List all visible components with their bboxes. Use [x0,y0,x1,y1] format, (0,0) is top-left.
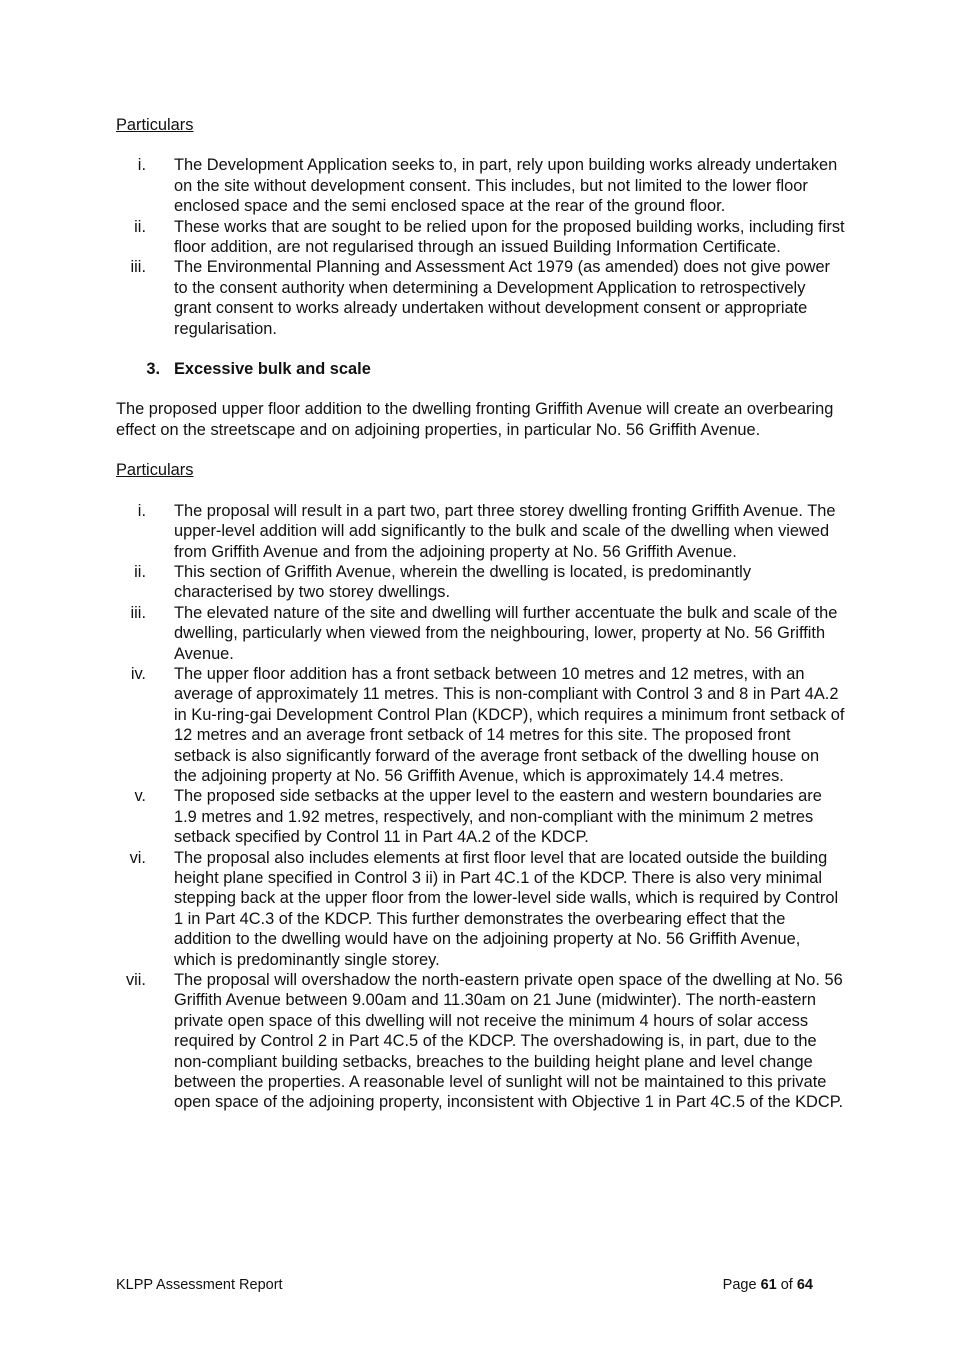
list-item-text: The elevated nature of the site and dwelling will further accentuate the bulk and scale of the dwelling, particularly when viewed from the neighbouring, lower, property at No. 56 Griffith Avenue. [174,603,838,663]
particulars-list-b [116,501,846,1113]
section-title: Excessive bulk and scale [174,360,371,379]
list-item-text: This section of Griffith Avenue, wherein the dwelling is located, is predominantly characterised by two storey dwellings. [174,562,752,602]
list-item [116,257,846,339]
list-item-number: i. [137,501,146,520]
list-item-text: These works that are sought to be relied upon for the proposed building works, including first floor addition, are not regularised through an issued Building Information Certificate. [174,217,845,257]
list-item-text: The upper floor addition has a front setback between 10 metres and 12 metres, with an average of approximately 11 metres. This is non-compliant with Control 3 and 8 in Part 4A.2 in Ku-ring-gai Development Control Plan (KDCP), which requires a minimum front setback of 12 metres and an average front setback of 14 metres for this site. The proposed front setback is also significantly forward of the average front setback of the dwelling house on the adjoining property at No. 56 Griffith Avenue, which is approximately 14.4 metres. [174,664,845,785]
list-item-text: The proposal also includes elements at first floor level that are located outside the building height plane specified in Control 3 ii) in Part 4C.1 of the KDCP. There is also very minimal stepping back at the upper floor from the lower-level side walls, which is required by Control 1 in Part 4C.3 of the KDCP. This further demonstrates the overbearing effect that the addition to the dwelling would have on the adjoining property at No. 56 Griffith Avenue, which is predominantly single storey. [174,848,839,969]
list-item [116,970,846,1113]
list-item [116,501,846,562]
list-item [116,848,846,970]
list-item [116,603,846,664]
page-prefix: Page [722,1277,757,1293]
list-item [116,664,846,786]
list-item-text: The proposal will result in a part two, part three storey dwelling fronting Griffith Avenue. The upper-level addition will add significantly to the bulk and scale of the dwelling when viewed from Griffith Avenue and from the adjoining property at No. 56 Griffith Avenue. [174,501,836,561]
list-item-number: vii. [125,971,146,990]
list-item-number: iii. [130,258,146,277]
list-item-number: ii. [134,217,146,236]
list-item-number: v. [134,787,146,806]
section-number: 3. [146,360,160,379]
footer-report-name: KLPP Assessment Report [116,1277,283,1293]
list-item [116,155,846,216]
page-footer [116,1276,813,1294]
list-item-number: i. [137,156,146,175]
list-item-text: The proposal will overshadow the north-eastern private open space of the dwelling at No. 56 Griffith Avenue between 9.00am and 11.30am on 21 June (midwinter). The north-eastern private open space of this dwelling will not receive the minimum 4 hours of solar access required by Control 2 in Part 4C.5 of the KDCP. The overshadowing is, in part, due to the non-compliant building setbacks, breaches to the building height plane and level change between the properties. A reasonable level of sunlight will not be maintained to this private open space of the adjoining property, inconsistent with Objective 1 in Part 4C.5 of the KDCP. [174,971,844,1112]
section-intro: The proposed upper floor addition to the dwelling fronting Griffith Avenue will create an overbearing effect on the streetscape and on adjoining properties, in particular No. 56 Griffith Avenue. [116,400,834,439]
list-item [116,786,846,847]
page-total: 64 [796,1277,813,1293]
list-item-number: iii. [130,603,146,622]
list-item [116,217,846,258]
particulars-heading: Particulars [116,461,194,480]
particulars-heading: Particulars [116,116,194,134]
list-item-text: The Environmental Planning and Assessment Act 1979 (as amended) does not give power to the consent authority when determining a Development Application to retrospectively grant consent to works already undertaken without development consent or appropriate regularisation. [174,258,831,338]
section-heading [116,359,846,379]
particulars-list-a [116,155,846,339]
list-item [116,562,846,603]
list-item-number: vi. [129,848,146,867]
page-content [116,115,846,1133]
list-item-number: iv. [130,664,146,683]
page-of: of [780,1277,793,1293]
list-item-text: The Development Application seeks to, in part, rely upon building works already undertaken on the site without development consent. This includes, but not limited to the lower floor enclosed space and the semi enclosed space at the rear of the ground floor. [174,156,838,216]
footer-page-number [723,1276,813,1294]
list-item-number: ii. [134,562,146,581]
list-item-text: The proposed side setbacks at the upper level to the eastern and western boundaries are 1.9 metres and 1.92 metres, respectively, and non-compliant with the minimum 2 metres setback specified by Control 11 in Part 4A.2 of the KDCP. [174,787,822,847]
page-current: 61 [760,1277,777,1293]
